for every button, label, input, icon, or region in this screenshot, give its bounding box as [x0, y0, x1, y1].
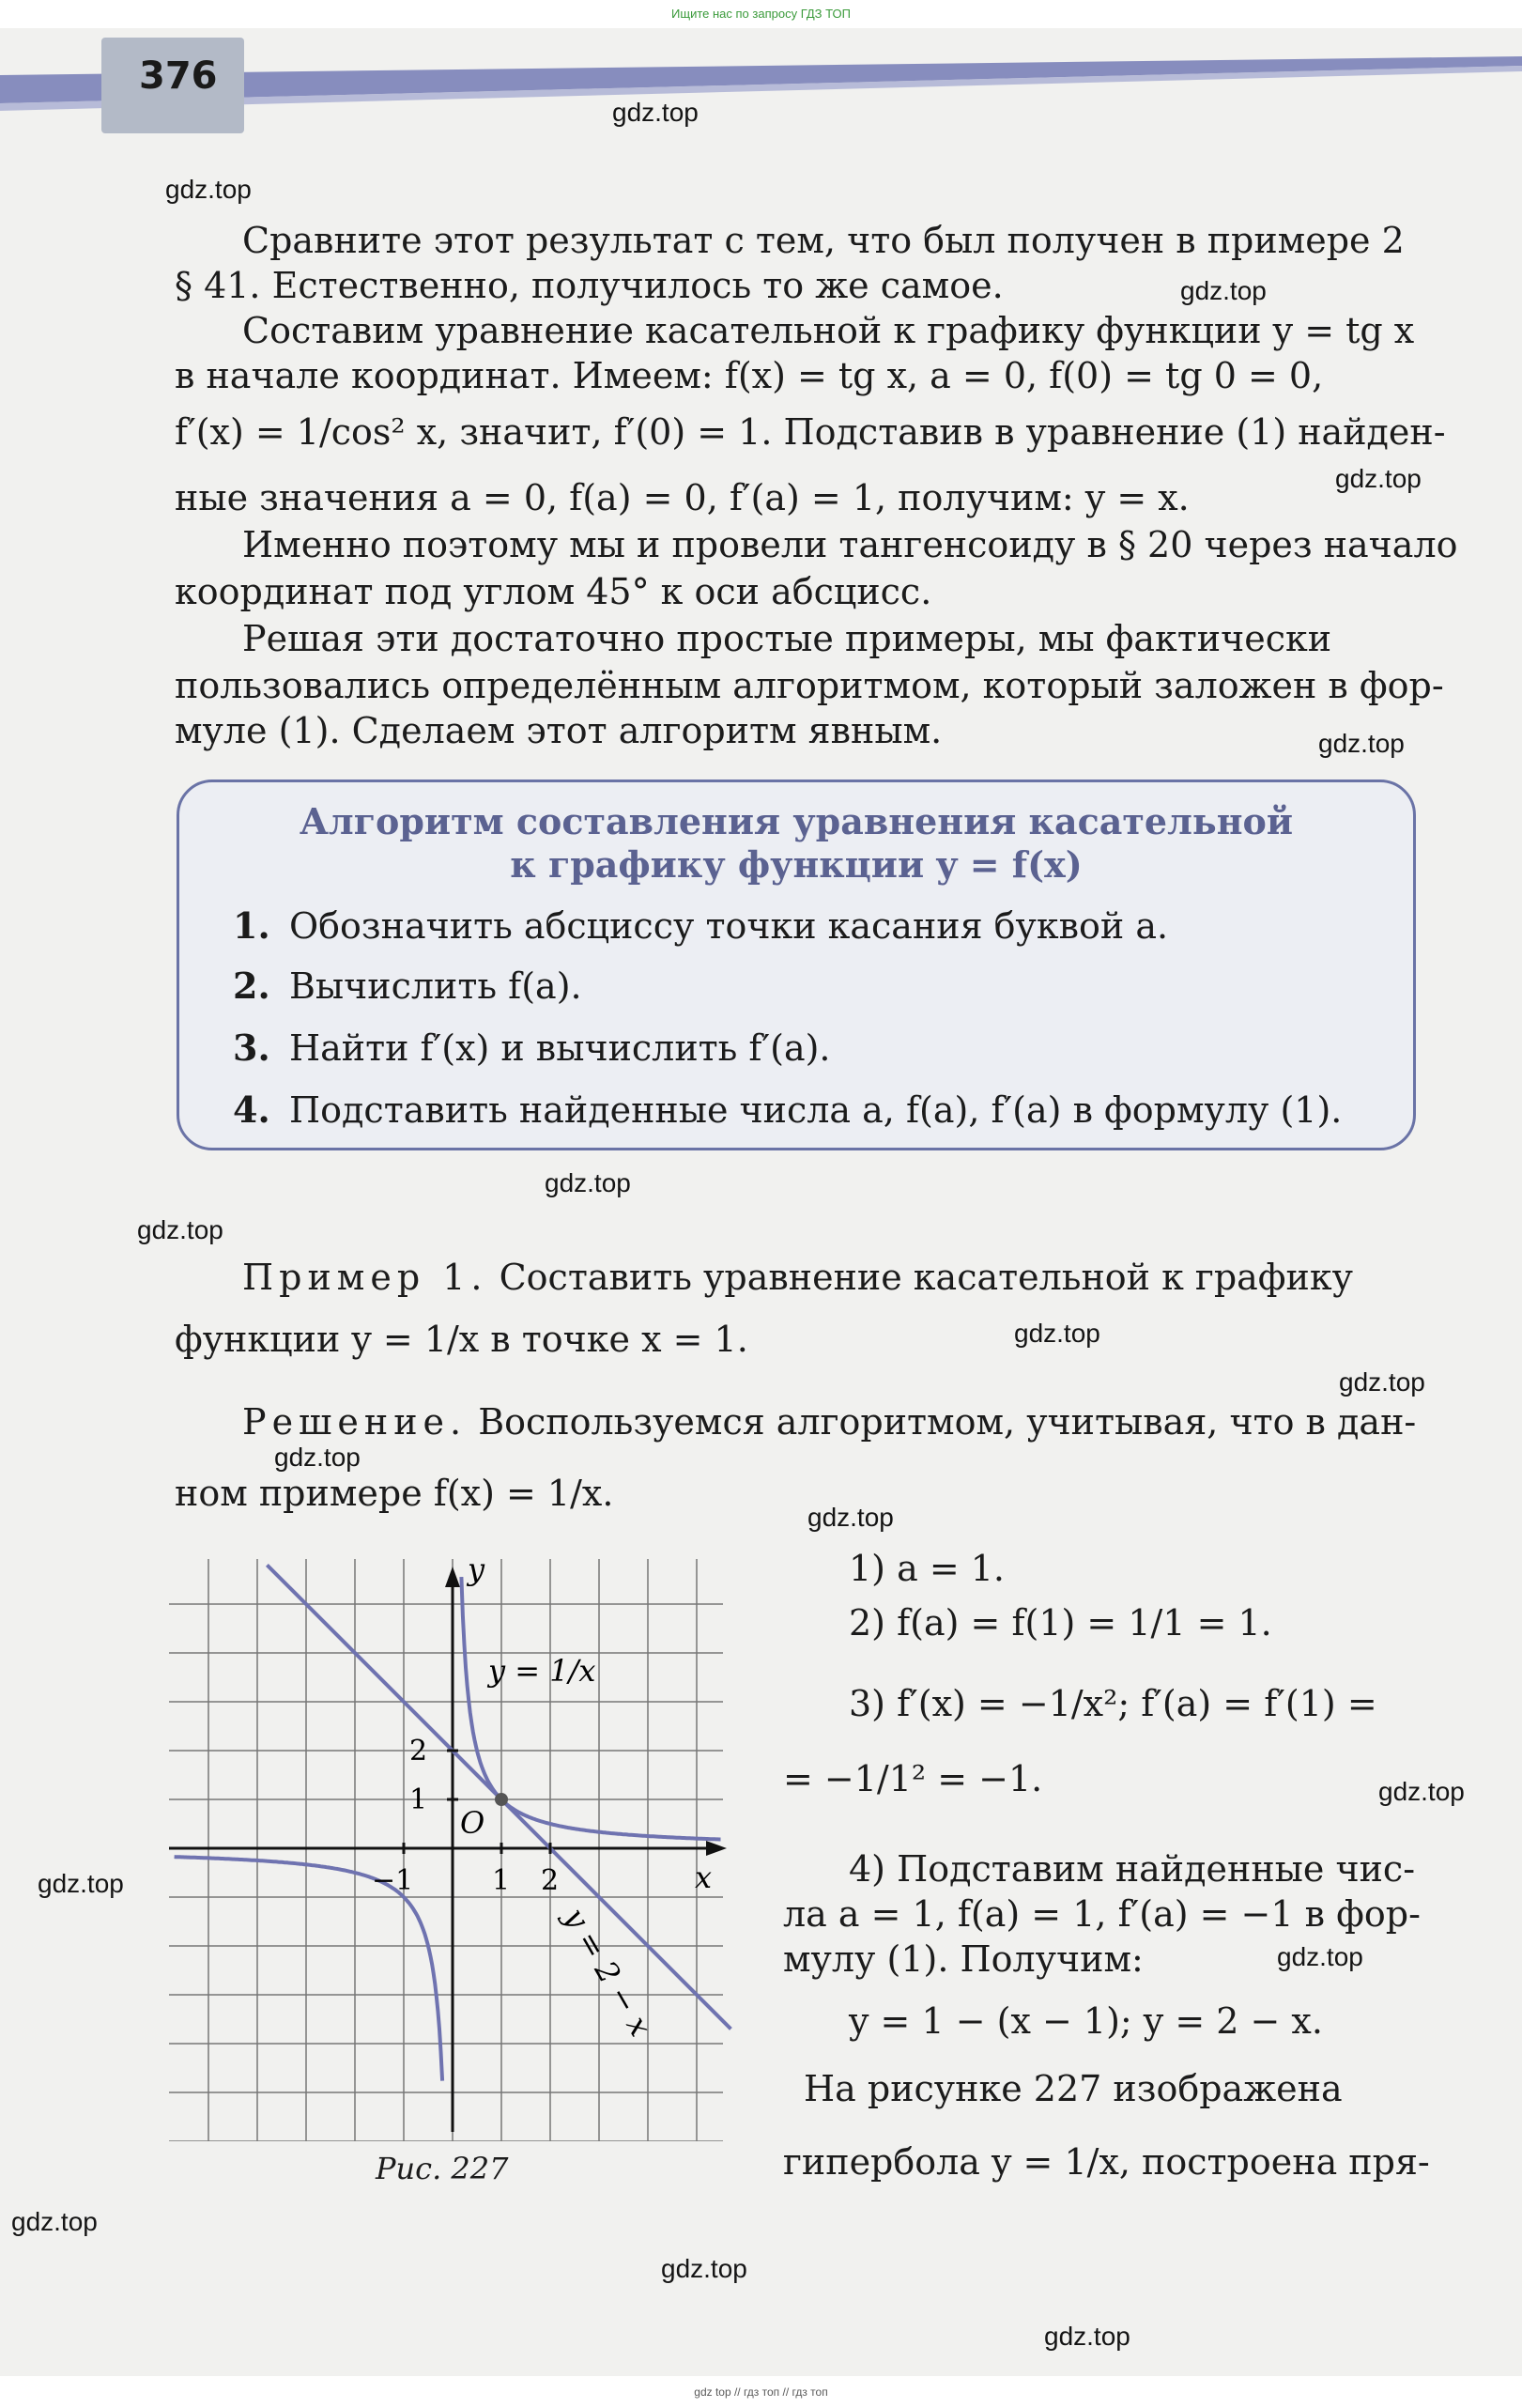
x-axis-arrow [706, 1841, 727, 1856]
text-line: гипербола y = 1/x, построена пря- [783, 2141, 1430, 2183]
text-line: § 41. Естественно, получилось то же самое. [175, 265, 1004, 306]
figure-227 [169, 1559, 742, 2141]
solution-step: мулу (1). Получим: [783, 1938, 1144, 1980]
solution-step: ла a = 1, f(a) = 1, f′(a) = −1 в фор- [783, 1893, 1421, 1935]
solution-heading: Решение. Воспользуемся алгоритмом, учитывая, что в дан- [242, 1401, 1417, 1443]
text-line: функции y = 1/x в точке x = 1. [175, 1319, 748, 1360]
text-line: ные значения a = 0, f(a) = 0, f′(a) = 1, получим: y = x. [175, 477, 1190, 518]
solution-step: y = 1 − (x − 1); y = 2 − x. [849, 2000, 1323, 2042]
bottom-footer: gdz top // гдз топ // гдз топ [0, 2376, 1522, 2408]
y-axis-arrow [445, 1567, 460, 1587]
algorithm-step: 4. Подставить найденные числа a, f(a), f′(a) в формулу (1). [233, 1088, 1343, 1131]
tangent-label: y = 2 − x [557, 1902, 659, 2043]
text-line: Решая эти достаточно простые примеры, мы фактически [242, 618, 1332, 659]
algorithm-title: к графику функции y = f(x) [510, 843, 1083, 886]
watermark: gdz.top [661, 2254, 747, 2283]
watermark: gdz.top [1339, 1367, 1425, 1397]
watermark: gdz.top [612, 98, 699, 127]
x-axis-label: x [695, 1860, 713, 1895]
page-number: 376 [101, 38, 244, 133]
watermark: gdz.top [11, 2207, 98, 2236]
text-line: f′(x) = 1/cos² x, значит, f′(0) = 1. Подставив в уравнение (1) найден- [175, 411, 1446, 453]
tangent-point [495, 1793, 508, 1806]
text-line: пользовались определённым алгоритмом, который заложен в фор- [175, 665, 1444, 706]
algorithm-step: 3. Найти f′(x) и вычислить f′(a). [233, 1026, 831, 1069]
algorithm-title: Алгоритм составления уравнения касательной [299, 800, 1294, 842]
text-line: Именно поэтому мы и провели тангенсоиду в § 20 через начало [242, 524, 1458, 565]
watermark: gdz.top [1277, 1942, 1363, 1971]
watermark: gdz.top [274, 1443, 361, 1472]
watermark: gdz.top [38, 1869, 124, 1898]
tick-label: −1 [372, 1864, 414, 1897]
tick-label: 1 [409, 1783, 428, 1816]
text-line: На рисунке 227 изображена [804, 2068, 1343, 2109]
tick-label: 2 [541, 1864, 560, 1897]
watermark: gdz.top [1014, 1319, 1100, 1348]
watermark: gdz.top [137, 1215, 223, 1244]
hyperbola-label: y = 1/x [488, 1653, 596, 1689]
watermark: gdz.top [1378, 1777, 1465, 1806]
solution-step: 2) f(a) = f(1) = 1/1 = 1. [849, 1602, 1272, 1644]
algorithm-step: 2. Вычислить f(a). [233, 965, 582, 1007]
text-line: координат под углом 45° к оси абсцисс. [175, 571, 932, 612]
text-line: Составим уравнение касательной к графику функции y = tg x [242, 310, 1415, 351]
solution-step: = −1/1² = −1. [783, 1758, 1043, 1799]
watermark: gdz.top [807, 1503, 894, 1532]
text-line: ном примере f(x) = 1/x. [175, 1473, 614, 1514]
origin-label: O [460, 1805, 485, 1841]
figure-caption: Рис. 227 [376, 2151, 509, 2186]
watermark: gdz.top [1044, 2322, 1130, 2351]
watermark: gdz.top [1180, 276, 1267, 305]
algorithm-step: 1. Обозначить абсциссу точки касания буквой a. [233, 904, 1169, 947]
top-banner: Ищите нас по запросу ГДЗ ТОП [0, 0, 1522, 28]
watermark: gdz.top [165, 175, 252, 204]
solution-step: 1) a = 1. [849, 1548, 1005, 1589]
y-axis-label: y [468, 1559, 485, 1587]
tick-label: 1 [492, 1864, 511, 1897]
watermark: gdz.top [1335, 464, 1422, 493]
text-line: муле (1). Сделаем этот алгоритм явным. [175, 710, 943, 751]
example-heading: Пример 1. Составить уравнение касательной к графику [242, 1257, 1353, 1298]
text-line: Сравните этот результат с тем, что был получен в примере 2 [242, 220, 1405, 261]
tick-label: 2 [409, 1735, 428, 1767]
text-line: в начале координат. Имеем: f(x) = tg x, a = 0, f(0) = tg 0 = 0, [175, 355, 1324, 396]
solution-step: 3) f′(x) = −1/x²; f′(a) = f′(1) = [849, 1683, 1377, 1724]
grid [169, 1559, 723, 2141]
watermark: gdz.top [545, 1168, 631, 1197]
solution-step: 4) Подставим найденные чис- [849, 1848, 1416, 1890]
watermark: gdz.top [1318, 729, 1405, 758]
